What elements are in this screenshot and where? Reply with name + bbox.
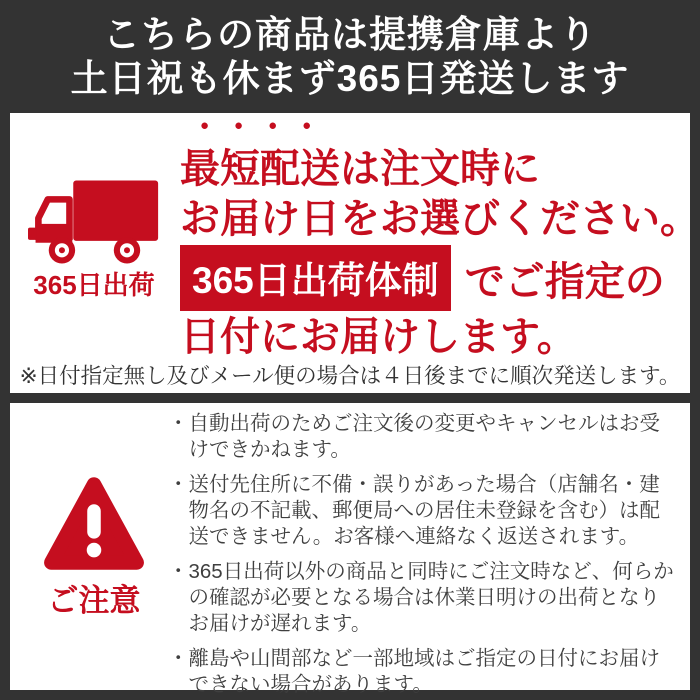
headline-line-1: 最短配送は注文時に [180,147,540,191]
caution-bullet-1: ・自動出荷のためご注文後の変更やキャンセルはお受けできかねます。 [168,412,660,461]
caution-label: ご注意 [47,583,141,618]
shipping-note: ※日付指定無し及びメール便の場合は４日後までに順次発送します。 [19,364,681,388]
highlight-box: 365日出荷体制 [180,245,451,311]
shipping-info-panel [10,113,700,393]
caution-panel [10,403,690,696]
highlight-suffix: でご指定の [464,259,665,304]
emphasis-dots: ●●●● [200,117,337,134]
highlight-line-2: 日付にお届けします。 [180,315,577,359]
warning-triangle-icon [42,475,146,571]
highlight-row [180,245,665,311]
header-line-1: こちらの商品は提携倉庫より [103,13,597,55]
caution-bullet-2: ・送付先住所に不備・誤りがあった場合（店舗名・建物名の不記載、郵便局への居住未登録を含む）は配送できません。お客様へ連絡なく返送されます。 [168,473,660,548]
headline-line-2: お届け日をお選びください。 [180,197,700,241]
caution-bullet-3: ・365日出荷以外の商品と同時にご注文時など、何らかの確認が必要となる場合は休業日明けの出荷となりお届けが遅れます。 [168,560,674,635]
truck-label: 365日出荷 [33,270,155,300]
header-banner [0,0,700,113]
header-line-2: 土日祝も休まず365日発送します [70,57,630,99]
delivery-truck-icon [28,173,160,271]
caution-bullet-list [168,411,676,700]
caution-bullet-4: ・離島や山間部など一部地域はご指定の日付にお届けできない場合があります。 [168,647,660,696]
